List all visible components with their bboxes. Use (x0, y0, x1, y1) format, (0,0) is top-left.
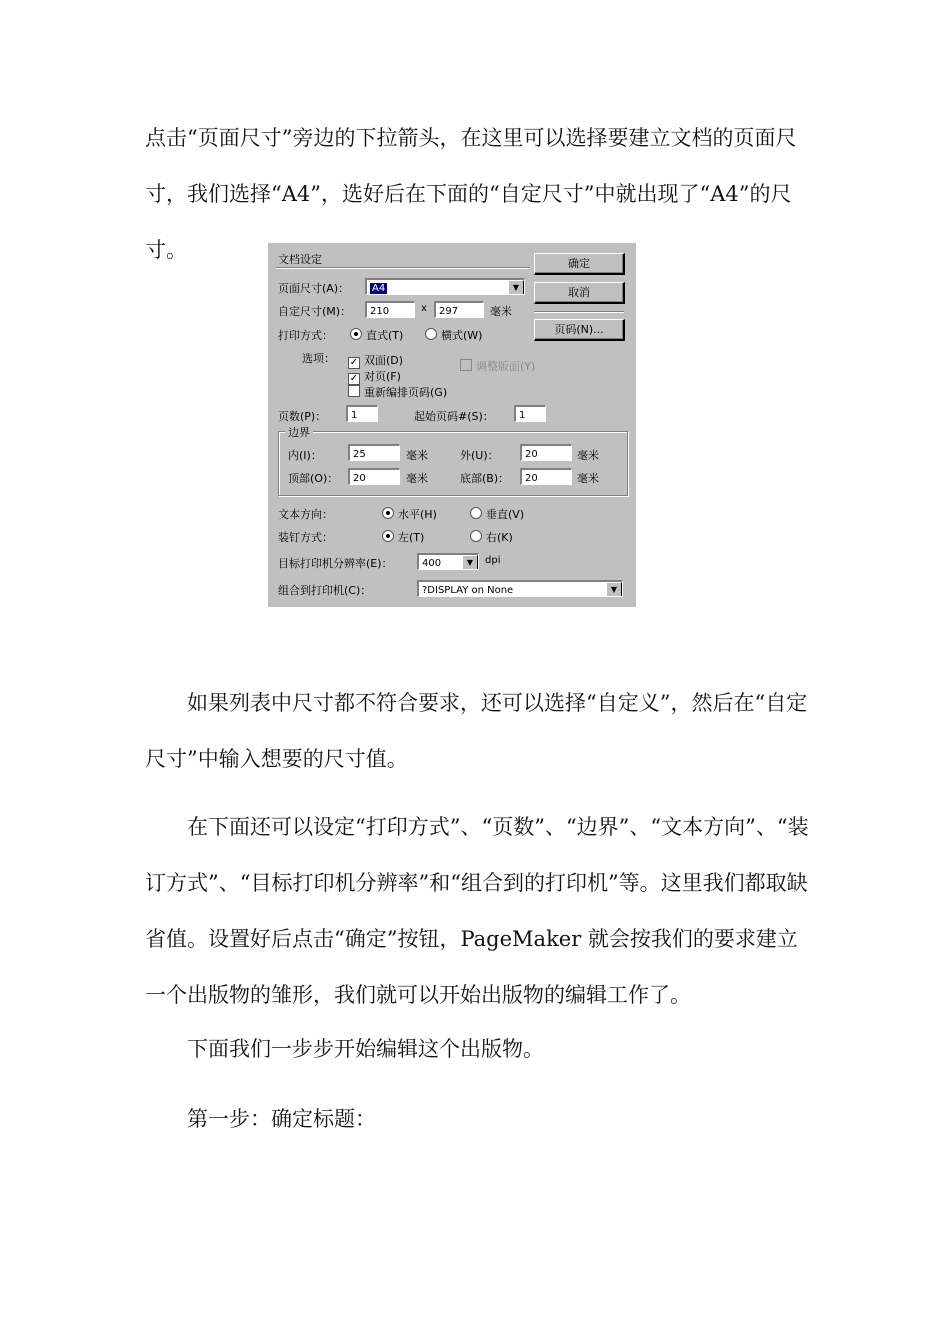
document-setup-dialog (268, 243, 636, 607)
inner-unit: 毫米 (406, 449, 428, 462)
settings-paragraph: 在下面还可以设定“打印方式”、“页数”、“边界”、“文本方向”、“装订方式”、“目标打印机分辨率”和“组合到的打印机”等。这里我们都取缺省值。设置好后点击“确定”按钮，PageMaker 就会按我们的要求建立一个出版物的雏形，我们就可以开始出版物的编辑工作了。 (145, 815, 809, 1007)
checkmark-icon: ✓ (349, 357, 359, 368)
times-sign: x (421, 303, 427, 314)
intro-paragraph: 点击“页面尺寸”旁边的下拉箭头，在这里可以选择要建立文档的页面尺寸，我们选择“A4”，选好后在下面的“自定尺寸”中就出现了“A4”的尺寸。 (145, 126, 797, 262)
top-field[interactable]: 20 (348, 468, 400, 485)
page-size-value: A4 (372, 283, 386, 294)
start-page-label: 起始页码#(S)： (414, 410, 494, 423)
chevron-down-icon[interactable]: ▼ (462, 555, 478, 570)
options-label: 选项： (302, 352, 335, 365)
top-label: 顶部(O)： (288, 472, 339, 485)
page-size-select[interactable] (365, 278, 525, 295)
vertical-radio[interactable]: 垂直(V) (470, 506, 524, 522)
height-field[interactable]: 297 (434, 301, 484, 318)
margins-group (278, 431, 628, 496)
checkbox-disabled-icon (460, 359, 472, 371)
margins-label: 边界 (285, 424, 313, 440)
next-steps-paragraph: 下面我们一步步开始编辑这个出版物。 (187, 1037, 544, 1061)
outer-label: 外(U)： (460, 449, 499, 462)
step-one-heading: 第一步：确定标题： (187, 1107, 376, 1131)
radio-empty-icon (470, 530, 482, 542)
custom-size-label: 自定尺寸(M)： (278, 305, 352, 318)
width-field[interactable]: 210 (365, 301, 415, 318)
landscape-radio[interactable]: 横式(W) (425, 327, 482, 343)
bottom-unit: 毫米 (577, 472, 599, 485)
checkbox-empty-icon (348, 385, 360, 397)
outer-unit: 毫米 (577, 449, 599, 462)
top-unit: 毫米 (406, 472, 428, 485)
radio-selected-icon (382, 530, 394, 542)
text-direction-label: 文本方向： (278, 508, 333, 521)
cancel-button[interactable]: 取消 (534, 282, 625, 304)
size-unit: 毫米 (490, 305, 512, 318)
horizontal-radio[interactable]: 水平(H) (382, 506, 437, 522)
radio-selected-icon (350, 328, 362, 340)
facing-pages-checkbox[interactable]: ✓ 对页(F) (349, 370, 401, 384)
adjust-layout-checkbox[interactable]: 调整版面(Y) (460, 358, 535, 374)
dialog-title: 文档设定 (278, 253, 322, 266)
resolution-value: 400 (422, 558, 442, 569)
radio-empty-icon (425, 328, 437, 340)
outer-field[interactable]: 20 (520, 444, 572, 461)
ok-button[interactable]: 确定 (534, 253, 625, 275)
compose-label: 组合到打印机(C)： (278, 584, 372, 597)
button-divider (534, 311, 624, 313)
double-sided-checkbox[interactable]: ✓ 双面(D) (349, 354, 404, 368)
binding-left-radio[interactable]: 左(T) (382, 529, 424, 545)
binding-right-radio[interactable]: 右(K) (470, 529, 513, 545)
binding-label: 装钉方式： (278, 531, 333, 544)
radio-selected-icon (382, 507, 394, 519)
dpi-unit: dpi (485, 555, 501, 566)
page-size-label: 页面尺寸(A)： (278, 282, 350, 295)
radio-empty-icon (470, 507, 482, 519)
inner-field[interactable]: 25 (348, 444, 400, 461)
bottom-label: 底部(B)： (460, 472, 510, 485)
pages-field[interactable]: 1 (346, 405, 378, 422)
checkmark-icon: ✓ (349, 373, 359, 384)
portrait-radio[interactable]: 直式(T) (350, 327, 403, 343)
pages-label: 页数(P)： (278, 410, 327, 423)
page-numbers-button[interactable]: 页码(N)... (534, 319, 625, 341)
resolution-select[interactable] (417, 553, 479, 570)
compose-value: ?DISPLAY on None (422, 585, 514, 596)
chevron-down-icon[interactable]: ▼ (508, 280, 524, 295)
bottom-field[interactable]: 20 (520, 468, 572, 485)
start-page-field[interactable]: 1 (514, 405, 546, 422)
print-mode-label: 打印方式： (278, 329, 333, 342)
custom-size-paragraph: 如果列表中尺寸都不符合要求，还可以选择“自定义”，然后在“自定尺寸”中输入想要的尺寸值。 (145, 691, 808, 771)
title-divider (276, 267, 530, 269)
restart-numbering-checkbox[interactable]: 重新编排页码(G) (348, 384, 447, 400)
chevron-down-icon[interactable]: ▼ (606, 582, 622, 597)
resolution-label: 目标打印机分辨率(E)： (278, 557, 393, 570)
compose-select[interactable] (417, 580, 623, 597)
inner-label: 内(I)： (288, 449, 322, 462)
